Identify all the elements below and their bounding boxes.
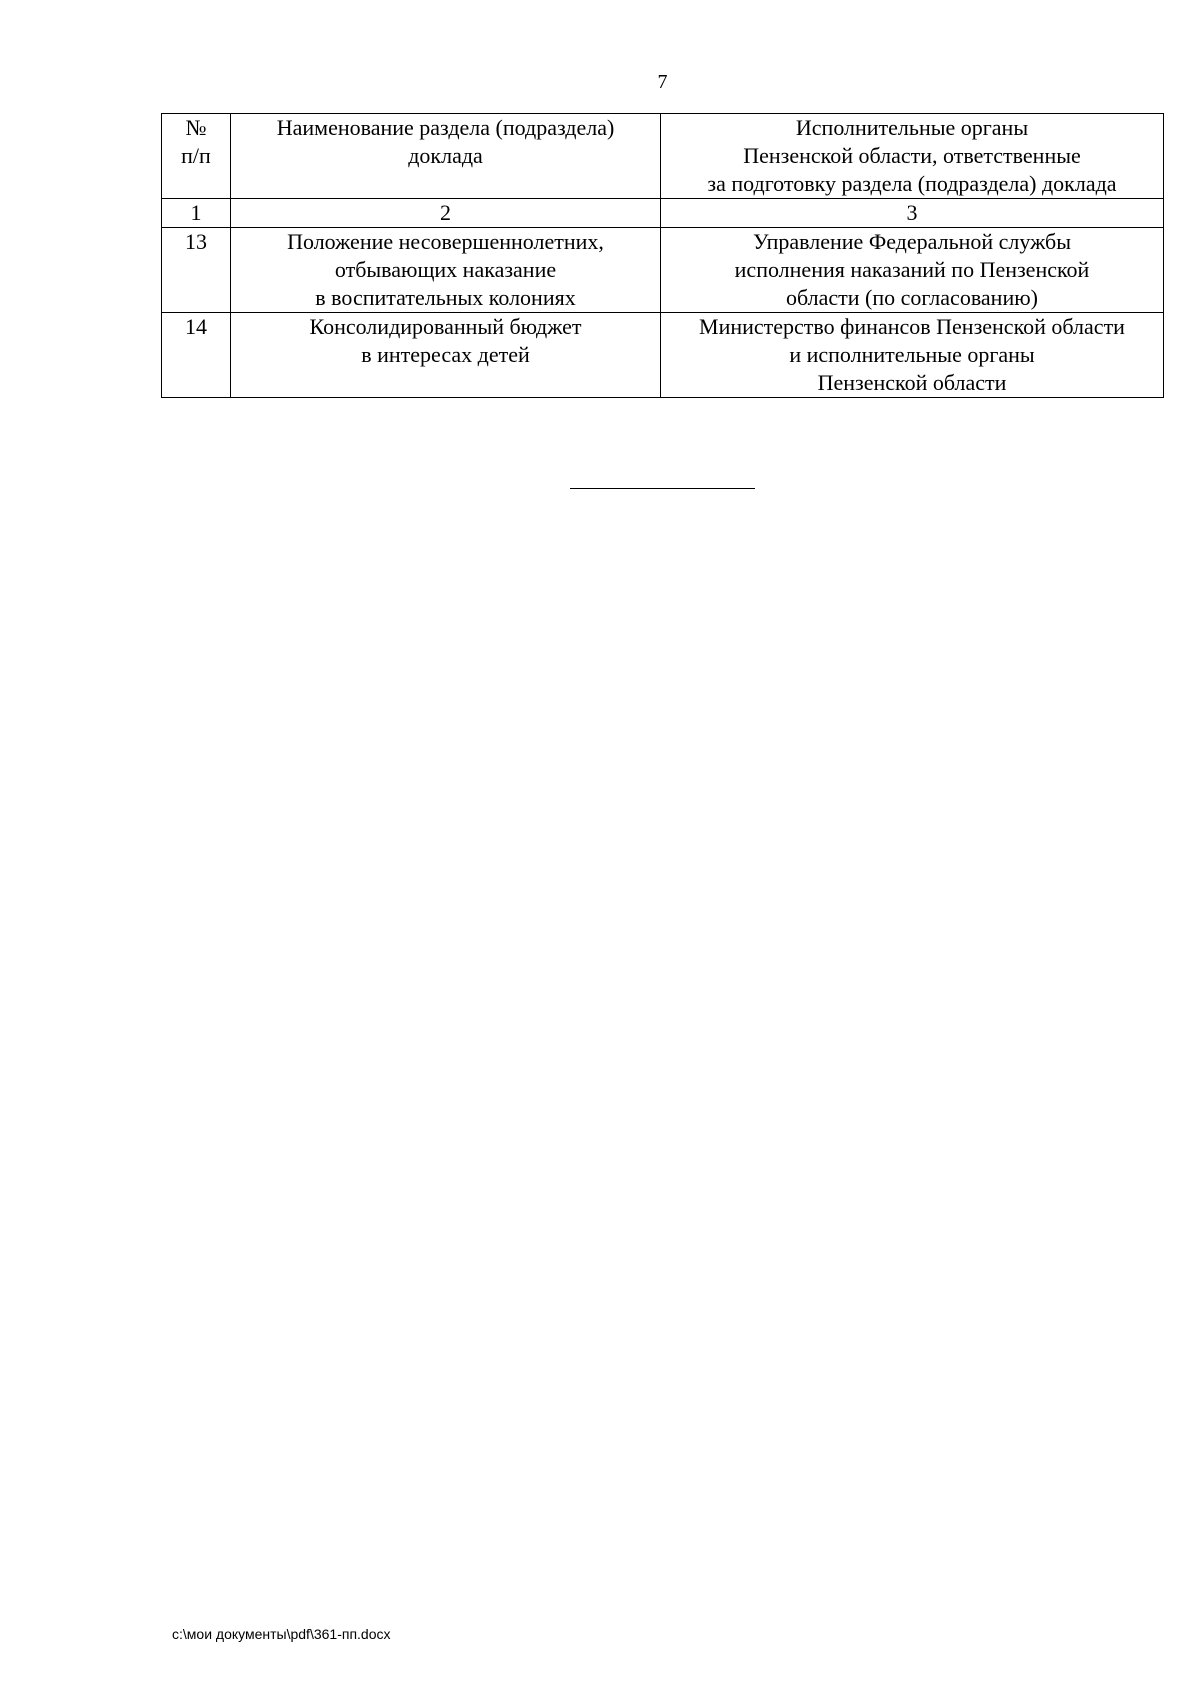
section-line: в интересах детей — [361, 342, 530, 367]
header-number-line: п/п — [181, 143, 211, 168]
table-header-row — [162, 114, 1164, 199]
end-of-document-rule — [570, 488, 755, 489]
section-line: Консолидированный бюджет — [309, 314, 582, 339]
column-numbering-row — [162, 199, 1164, 228]
header-section-cell — [231, 114, 661, 199]
section-line: в воспитательных колониях — [315, 285, 576, 310]
header-responsible-line: Пензенской области, ответственные — [743, 143, 1081, 168]
row-section-cell — [231, 313, 661, 398]
responsible-line: исполнения наказаний по Пензенской — [734, 257, 1090, 282]
row-responsible-cell — [661, 313, 1164, 398]
row-responsible-cell — [661, 228, 1164, 313]
header-number-cell — [162, 114, 231, 199]
responsible-line: и исполнительные органы — [789, 342, 1035, 367]
column-number-cell: 1 — [162, 199, 231, 228]
table-row — [162, 313, 1164, 398]
section-line: Положение несовершеннолетних, — [287, 229, 604, 254]
responsible-line: Пензенской области — [817, 370, 1007, 395]
responsible-line: области (по согласованию) — [786, 285, 1038, 310]
header-responsible-line: за подготовку раздела (подраздела) доклада — [707, 171, 1117, 196]
column-number-cell: 3 — [661, 199, 1164, 228]
row-number-cell: 13 — [162, 228, 231, 313]
report-sections-table — [161, 113, 1164, 398]
row-number-cell: 14 — [162, 313, 231, 398]
page-number: 7 — [657, 71, 668, 93]
responsible-line: Министерство финансов Пензенской области — [699, 314, 1125, 339]
header-number-line: № — [185, 115, 207, 140]
header-responsible-line: Исполнительные органы — [795, 115, 1029, 140]
footer-file-path: c:\мои документы\pdf\361-пп.docx — [172, 1626, 391, 1642]
column-number-cell: 2 — [231, 199, 661, 228]
table-row — [162, 228, 1164, 313]
header-section-line: доклада — [408, 143, 483, 168]
header-section-line: Наименование раздела (подраздела) — [276, 115, 615, 140]
row-section-cell — [231, 228, 661, 313]
responsible-line: Управление Федеральной службы — [752, 229, 1071, 254]
header-responsible-cell — [661, 114, 1164, 199]
section-line: отбывающих наказание — [334, 257, 557, 282]
